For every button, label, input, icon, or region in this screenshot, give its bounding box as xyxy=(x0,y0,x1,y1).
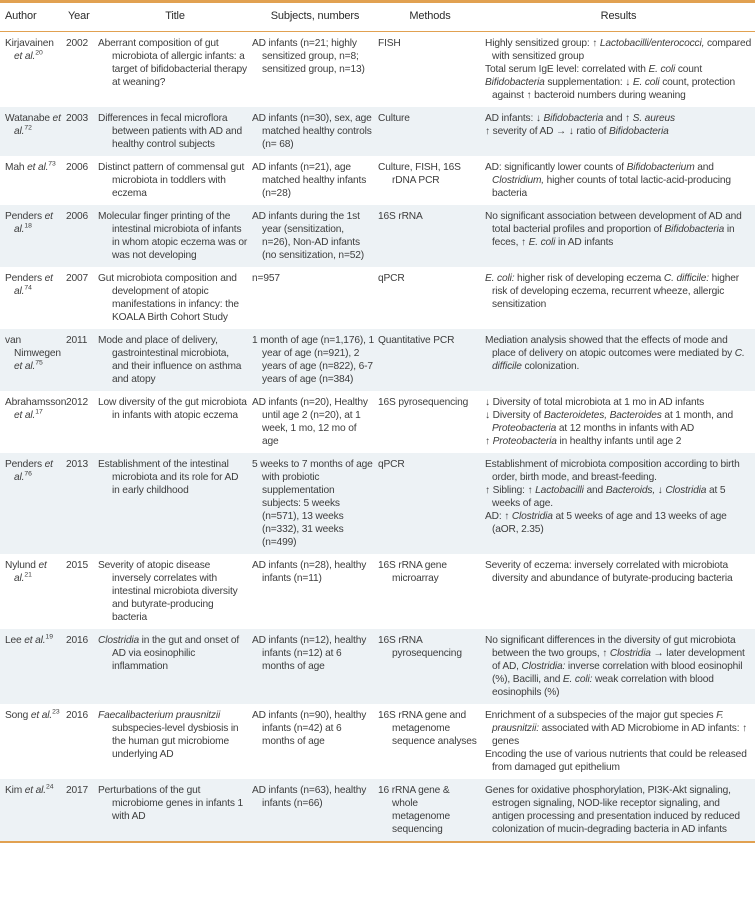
results-cell xyxy=(482,329,755,391)
methods-cell xyxy=(378,779,482,842)
title-cell xyxy=(98,629,252,704)
column-header-methods: Methods xyxy=(378,2,482,32)
column-header-subjects: Subjects, numbers xyxy=(252,2,378,32)
title-text: Differences in fecal microflora between patients with AD and healthy control subjects xyxy=(98,113,243,150)
year-text: 2012 xyxy=(66,397,89,408)
results-cell xyxy=(482,779,755,842)
year-text: 2016 xyxy=(66,635,89,646)
subjects-cell xyxy=(252,554,378,629)
results-cell xyxy=(482,629,755,704)
subjects-text: AD infants (n=63), healthy infants (n=66) xyxy=(252,785,367,809)
author-cell xyxy=(0,156,66,205)
author-cell xyxy=(0,391,66,453)
author-text: van Nimwegen et al.$^{75}$ xyxy=(5,335,61,372)
header-row xyxy=(0,2,755,32)
subjects-cell xyxy=(252,32,378,108)
result-paragraph: Bifidobacteria supplementation: ↓ E. coli count, protection against ↑ bacteroid numbers during weaning xyxy=(485,77,735,101)
author-cell xyxy=(0,329,66,391)
subjects-cell xyxy=(252,107,378,156)
author-text: Penders et al.$^{76}$ xyxy=(5,459,53,483)
year-cell xyxy=(66,704,98,779)
year-cell xyxy=(66,453,98,554)
results-cell xyxy=(482,391,755,453)
title-cell xyxy=(98,329,252,391)
year-text: 2006 xyxy=(66,211,89,222)
table-row xyxy=(0,629,755,704)
subjects-cell xyxy=(252,267,378,329)
result-paragraph: Highly sensitized group: ↑ Lactobacilli/enterococci, compared with sensitized group xyxy=(485,38,752,62)
year-text: 2003 xyxy=(66,113,89,124)
methods-cell xyxy=(378,205,482,267)
methods-cell xyxy=(378,267,482,329)
title-text: Distinct pattern of commensal gut microbiota in toddlers with eczema xyxy=(98,162,245,199)
author-text: Penders et al.$^{74}$ xyxy=(5,273,53,297)
methods-cell xyxy=(378,629,482,704)
result-paragraph: AD: significantly lower counts of Bifidobacterium and Clostridium, higher counts of total lactic-acid-producing bacteria xyxy=(485,162,731,199)
subjects-cell xyxy=(252,329,378,391)
table-row xyxy=(0,453,755,554)
table-row xyxy=(0,267,755,329)
author-cell xyxy=(0,267,66,329)
author-cell xyxy=(0,554,66,629)
column-header-title: Title xyxy=(98,2,252,32)
result-paragraph: Enrichment of a subspecies of the major gut species F. prausnitzii: associated with AD Microbiome in AD infants: ↑ genes xyxy=(485,710,748,747)
title-cell xyxy=(98,107,252,156)
year-cell xyxy=(66,779,98,842)
methods-cell xyxy=(378,329,482,391)
subjects-cell xyxy=(252,205,378,267)
title-text: Clostridia in the gut and onset of AD via eosinophilic inflammation xyxy=(98,635,240,672)
methods-cell xyxy=(378,107,482,156)
title-text: Low diversity of the gut microbiota in infants with atopic eczema xyxy=(98,397,247,421)
author-text: Mah et al.$^{73}$ xyxy=(5,160,56,173)
result-paragraph: Total serum IgE level: correlated with E. coli count xyxy=(485,64,703,75)
subjects-text: AD infants (n=30), sex, age matched healthy controls (n= 68) xyxy=(252,113,372,150)
title-text: Aberrant composition of gut microbiota of allergic infants: a target of bifidobacterial therapy at weaning? xyxy=(98,38,247,88)
subjects-text: AD infants (n=20), Healthy until age 2 (n=20), at 1 week, 1 mo, 12 mo of age xyxy=(252,397,368,447)
methods-text: 16S pyrosequencing xyxy=(378,397,469,408)
year-text: 2016 xyxy=(66,710,89,721)
table-row xyxy=(0,205,755,267)
results-cell xyxy=(482,107,755,156)
author-cell xyxy=(0,629,66,704)
author-text: Penders et al.$^{18}$ xyxy=(5,211,53,235)
table-row xyxy=(0,704,755,779)
author-text: Lee et al.$^{19}$ xyxy=(5,633,53,646)
year-cell xyxy=(66,205,98,267)
table-row xyxy=(0,329,755,391)
result-paragraph: Mediation analysis showed that the effects of mode and place of delivery on atopic outcomes were mediated by C. difficile colonization. xyxy=(485,335,745,372)
subjects-text: AD infants (n=12), healthy infants (n=12) at 6 months of age xyxy=(252,635,367,672)
subjects-cell xyxy=(252,453,378,554)
methods-cell xyxy=(378,554,482,629)
methods-text: qPCR xyxy=(378,459,405,470)
subjects-cell xyxy=(252,779,378,842)
subjects-text: AD infants (n=28), healthy infants (n=11) xyxy=(252,560,367,584)
subjects-text: 5 weeks to 7 months of age with probiotic supplementation subjects: 5 weeks (n=571), 13 weeks (n=332), 31 weeks (n=499) xyxy=(252,459,373,548)
column-header-results: Results xyxy=(482,2,755,32)
title-cell xyxy=(98,267,252,329)
year-cell xyxy=(66,554,98,629)
result-paragraph: Establishment of microbiota composition according to birth order, birth mode, and breast-feeding. xyxy=(485,459,740,483)
author-cell xyxy=(0,205,66,267)
result-paragraph: AD infants: ↓ Bifidobacteria and ↑ S. aureus xyxy=(485,113,675,124)
methods-cell xyxy=(378,453,482,554)
result-paragraph: ↑ Sibling: ↑ Lactobacilli and Bacteroids, ↓ Clostridia at 5 weeks of age. xyxy=(485,485,726,509)
table-row xyxy=(0,107,755,156)
author-cell xyxy=(0,107,66,156)
result-paragraph: Encoding the use of various nutrients that could be released from damaged gut epithelium xyxy=(485,749,747,773)
year-cell xyxy=(66,391,98,453)
methods-text: 16S rRNA gene microarray xyxy=(378,560,447,584)
year-cell xyxy=(66,107,98,156)
table-row xyxy=(0,32,755,108)
subjects-cell xyxy=(252,156,378,205)
author-text: Song et al.$^{23}$ xyxy=(5,708,60,721)
subjects-cell xyxy=(252,391,378,453)
result-paragraph: ↓ Diversity of Bacteroidetes, Bacteroides at 1 month, and Proteobacteria at 12 months in infants with AD xyxy=(485,410,733,434)
result-paragraph: No significant differences in the diversity of gut microbiota between the two groups, ↑ Clostridia → later development of AD, Clostridia: inverse correlation with blood eosinophil (%), Bacilli, and E. coli: weak correlation with blood eosinophils (%) xyxy=(485,635,745,698)
year-cell xyxy=(66,156,98,205)
title-text: Severity of atopic disease inversely correlates with intestinal microbiota diversity and butyrate-producing bacteria xyxy=(98,560,238,623)
year-text: 2015 xyxy=(66,560,89,571)
table-row xyxy=(0,554,755,629)
year-text: 2013 xyxy=(66,459,89,470)
methods-cell xyxy=(378,704,482,779)
title-text: Establishment of the intestinal microbiota and its role for AD in early childhood xyxy=(98,459,239,496)
title-text: Faecalibacterium prausnitzii subspecies-level dysbiosis in the human gut microbiome underlying AD xyxy=(98,710,239,760)
author-cell xyxy=(0,453,66,554)
author-text: Abrahamsson et al.$^{17}$ xyxy=(5,397,67,421)
subjects-text: n=957 xyxy=(252,273,280,284)
result-paragraph: ↑ Proteobacteria in healthy infants until age 2 xyxy=(485,436,682,447)
title-cell xyxy=(98,156,252,205)
year-text: 2011 xyxy=(66,335,88,346)
title-cell xyxy=(98,205,252,267)
year-text: 2017 xyxy=(66,785,89,796)
methods-text: Quantitative PCR xyxy=(378,335,455,346)
result-paragraph: Genes for oxidative phosphorylation, PI3K-Akt signaling, estrogen signaling, NOD-like receptor signaling, and antigen processing and presentation induced by reduced colonization of mucin-degrading bacteria in AD infants xyxy=(485,785,740,835)
year-cell xyxy=(66,329,98,391)
result-paragraph: Severity of eczema: inversely correlated with microbiota diversity and abundance of butyrate-producing bacteria xyxy=(485,560,733,584)
results-cell xyxy=(482,453,755,554)
result-paragraph: ↓ Diversity of total microbiota at 1 mo in AD infants xyxy=(485,397,705,408)
title-cell xyxy=(98,32,252,108)
title-text: Molecular finger printing of the intestinal microbiota of infants in whom atopic eczema was or was not developing xyxy=(98,211,248,261)
title-cell xyxy=(98,391,252,453)
subjects-text: AD infants (n=90), healthy infants (n=42) at 6 months of age xyxy=(252,710,367,747)
year-cell xyxy=(66,32,98,108)
title-cell xyxy=(98,704,252,779)
table-row xyxy=(0,156,755,205)
methods-text: 16S rRNA gene and metagenome sequence analyses xyxy=(378,710,477,747)
methods-text: FISH xyxy=(378,38,401,49)
table-row xyxy=(0,779,755,842)
year-text: 2006 xyxy=(66,162,89,173)
subjects-text: AD infants (n=21), age matched healthy infants (n=28) xyxy=(252,162,367,199)
table-row xyxy=(0,391,755,453)
author-cell xyxy=(0,779,66,842)
methods-text: qPCR xyxy=(378,273,405,284)
results-cell xyxy=(482,32,755,108)
results-cell xyxy=(482,704,755,779)
methods-text: 16S rRNA xyxy=(378,211,423,222)
title-text: Perturbations of the gut microbiome genes in infants 1 with AD xyxy=(98,785,243,822)
title-cell xyxy=(98,453,252,554)
results-cell xyxy=(482,205,755,267)
year-text: 2007 xyxy=(66,273,89,284)
author-cell xyxy=(0,32,66,108)
subjects-text: AD infants (n=21; highly sensitized group, n=8; sensitized group, n=13) xyxy=(252,38,365,75)
year-cell xyxy=(66,267,98,329)
author-text: Watanabe et al.$^{72}$ xyxy=(5,113,61,137)
result-paragraph: E. coli: higher risk of developing eczema C. difficile: higher risk of developing eczema, recurrent wheeze, allergic sensitization xyxy=(485,273,740,310)
result-paragraph: No significant association between development of AD and total bacterial profiles and proportion of Bifidobacteria in feces, ↑ E. coli in AD infants xyxy=(485,211,742,248)
title-text: Gut microbiota composition and development of atopic manifestations in infancy: the KOALA Birth Cohort Study xyxy=(98,273,239,323)
result-paragraph: ↑ severity of AD → ↓ ratio of Bifidobacteria xyxy=(485,126,669,137)
subjects-cell xyxy=(252,629,378,704)
subjects-cell xyxy=(252,704,378,779)
column-header-author: Author xyxy=(0,2,66,32)
methods-text: Culture xyxy=(378,113,410,124)
methods-text: 16S rRNA pyrosequencing xyxy=(378,635,462,659)
author-text: Kim et al.$^{24}$ xyxy=(5,783,54,796)
methods-text: Culture, FISH, 16S rDNA PCR xyxy=(378,162,461,186)
title-cell xyxy=(98,554,252,629)
title-text: Mode and place of delivery, gastrointestinal microbiota, and their influence on asthma and atopy xyxy=(98,335,242,385)
results-cell xyxy=(482,156,755,205)
methods-cell xyxy=(378,156,482,205)
author-text: Nylund et al.$^{21}$ xyxy=(5,560,47,584)
methods-text: 16 rRNA gene & whole metagenome sequencing xyxy=(378,785,450,835)
column-header-year: Year xyxy=(66,2,98,32)
title-cell xyxy=(98,779,252,842)
result-paragraph: AD: ↑ Clostridia at 5 weeks of age and 13 weeks of age (aOR, 2.35) xyxy=(485,511,727,535)
year-text: 2002 xyxy=(66,38,89,49)
author-text: Kirjavainen et al.$^{20}$ xyxy=(5,38,54,62)
subjects-text: AD infants during the 1st year (sensitization, n=26), Non-AD infants (no sensitization, n=52) xyxy=(252,211,365,261)
results-cell xyxy=(482,554,755,629)
subjects-text: 1 month of age (n=1,176), 1 year of age (n=921), 2 years of age (n=822), 6-7 years of age (n=384) xyxy=(252,335,374,385)
year-cell xyxy=(66,629,98,704)
methods-cell xyxy=(378,32,482,108)
methods-cell xyxy=(378,391,482,453)
author-cell xyxy=(0,704,66,779)
results-cell xyxy=(482,267,755,329)
